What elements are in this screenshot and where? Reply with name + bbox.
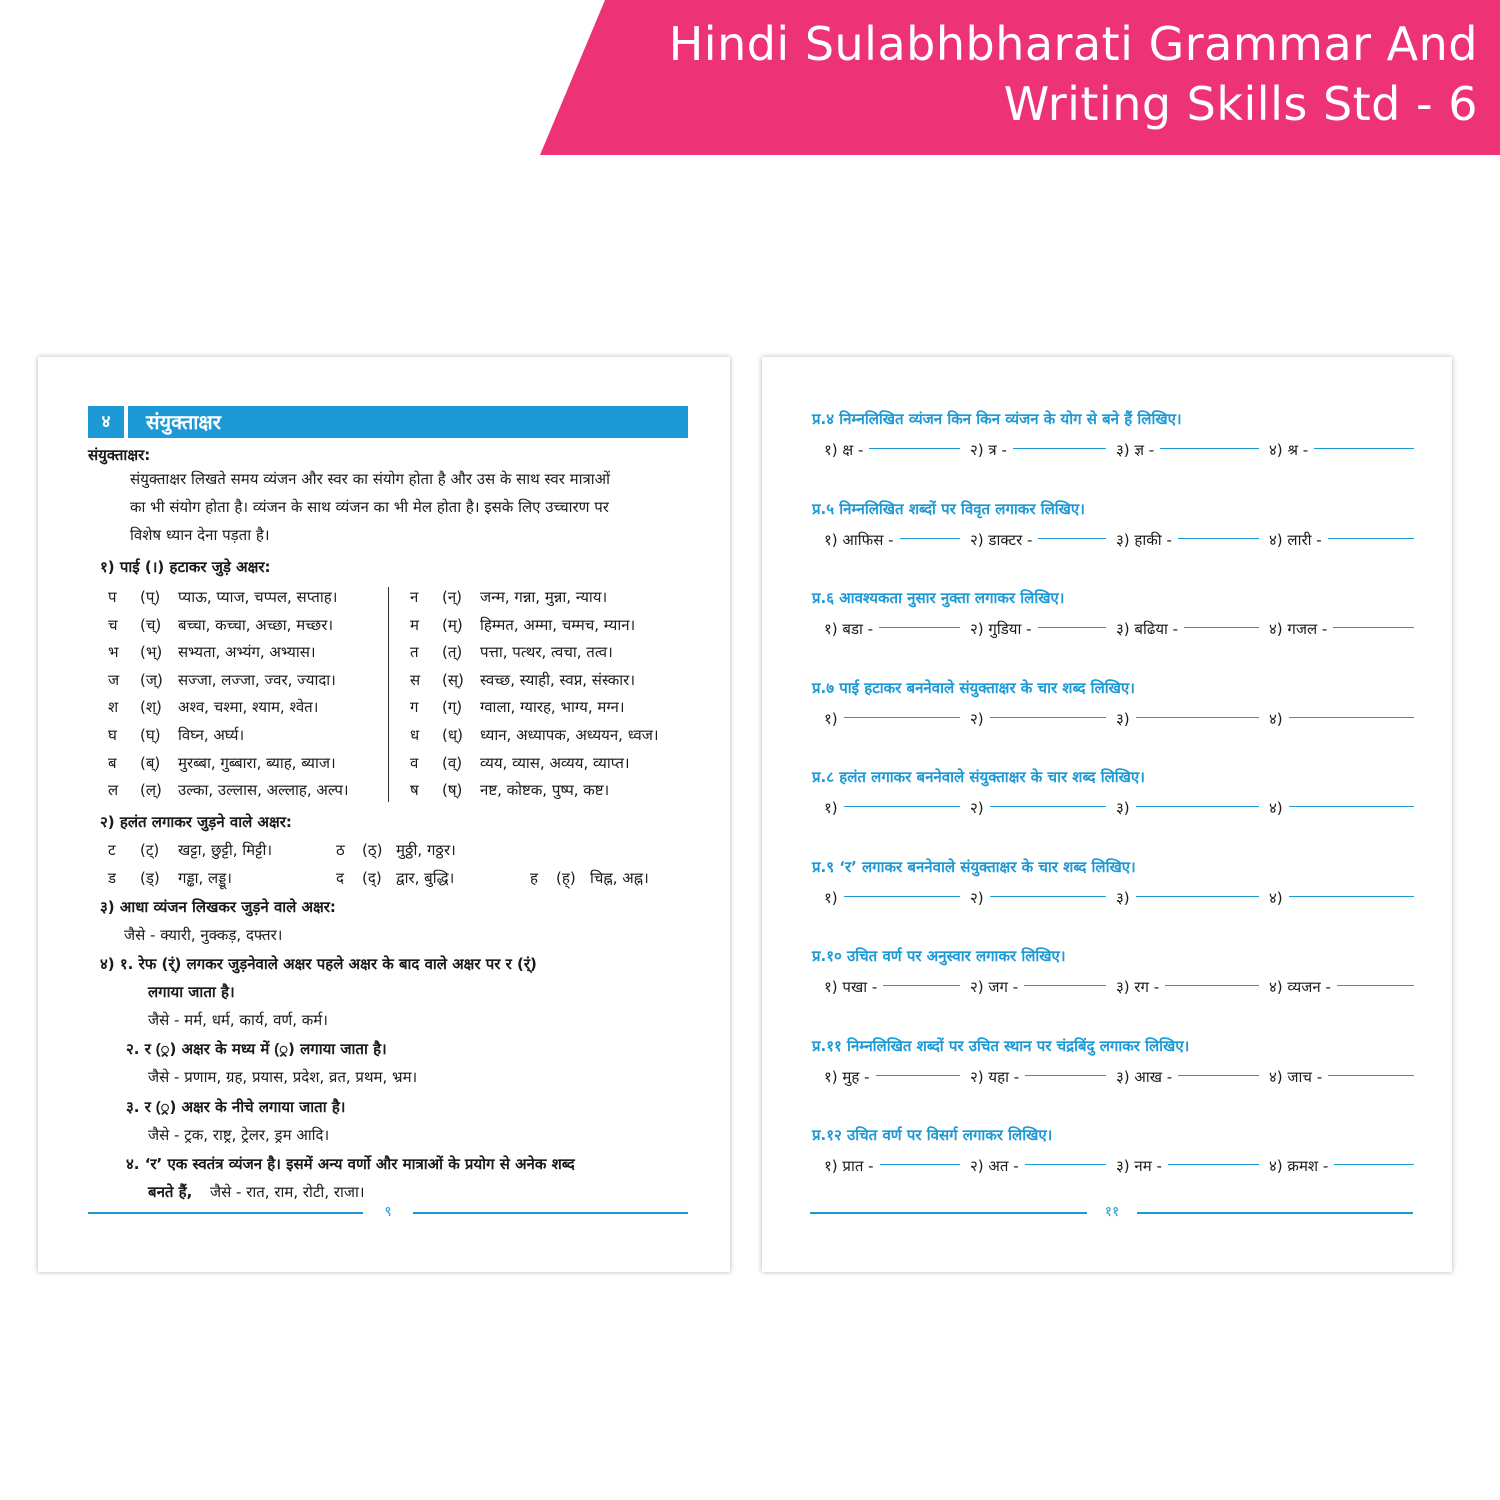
example-words: ग्वाला, ग्यारह, भाग्य, मग्न। bbox=[480, 698, 625, 717]
answer-item-label: १) आफिस - bbox=[824, 530, 894, 549]
consonant-letter: ठ bbox=[336, 841, 345, 859]
half-consonant: (द्) bbox=[362, 869, 382, 887]
question-label: प्र.६ आवश्यकता नुसार नुक्ता लगाकर लिखिए। bbox=[812, 589, 1065, 607]
example-words: ध्यान, अध्यापक, अध्ययन, ध्वज। bbox=[480, 726, 659, 744]
half-consonant: (ज्) bbox=[140, 670, 163, 689]
consonant-letter: घ bbox=[108, 726, 117, 744]
answer-item-label: २) जग - bbox=[970, 978, 1019, 996]
answer-blank-line bbox=[1178, 538, 1259, 539]
consonant-letter: त bbox=[410, 643, 419, 662]
consonant-letter: व bbox=[410, 753, 419, 772]
consonant-letter: ध bbox=[410, 726, 420, 744]
answer-item-label: ३) बढिया - bbox=[1116, 620, 1179, 638]
answer-blank-line bbox=[869, 448, 960, 449]
section4-example2: जैसे - प्रणाम, ग्रह, प्रयास, प्रदेश, व्रत, प्रथम, भ्रम। bbox=[148, 1068, 418, 1086]
answer-blank-line bbox=[1136, 896, 1259, 897]
answer-item-label: ४) bbox=[1269, 799, 1283, 817]
answer-blank-line bbox=[1168, 1164, 1259, 1165]
half-consonant: (ग्) bbox=[442, 698, 463, 717]
example-words: जन्म, गन्ना, मुन्ना, न्याय। bbox=[480, 588, 608, 606]
answer-blank-line bbox=[1160, 448, 1259, 449]
question-label: प्र.९ ‘र’ लगाकर बननेवाले संयुक्ताक्षर के चार शब्द लिखिए। bbox=[812, 857, 1136, 876]
answer-row bbox=[824, 709, 1414, 731]
example-words: खट्टा, छुट्टी, मिट्टी। bbox=[178, 841, 273, 859]
example-words: विघ्न, अर्घ्य। bbox=[178, 726, 245, 744]
consonant-letter: स bbox=[410, 670, 421, 689]
answer-blank-line bbox=[990, 717, 1106, 718]
section4-point4-line2: बनते हैं, bbox=[148, 1183, 193, 1201]
consonant-letter: ष bbox=[410, 781, 419, 800]
half-consonant: (म्) bbox=[442, 615, 463, 634]
answer-item-label: २) bbox=[970, 888, 984, 907]
answer-blank-line bbox=[876, 1075, 960, 1076]
chapter-title: संयुक्ताक्षर bbox=[146, 410, 221, 434]
half-consonant: (व्) bbox=[442, 753, 463, 772]
answer-item-label: १) क्ष - bbox=[824, 441, 864, 459]
example-words: सज्जा, लज्जा, ज्वर, ज्यादा। bbox=[178, 670, 336, 689]
half-consonant: (ब्) bbox=[140, 753, 161, 772]
half-consonant: (ह्) bbox=[556, 869, 576, 887]
section4-point2: २. र (्र) अक्षर के मध्य में (्र) लगाया जाता है। bbox=[126, 1040, 387, 1058]
answer-blank-line bbox=[1038, 627, 1106, 628]
answer-item-label: ४) bbox=[1269, 888, 1283, 907]
answer-item-label: १) bbox=[824, 799, 838, 817]
answer-item-label: २) डाक्टर - bbox=[970, 530, 1033, 549]
section4-line1: ४) १. रेफ (र्ं) लगकर जुड़नेवाले अक्षर पहले अक्षर के बाद वाले अक्षर पर र (र्ं) bbox=[100, 955, 537, 973]
banner-title-line2: Writing Skills Std - 6 bbox=[1003, 77, 1478, 131]
answer-item-label: ३) रग - bbox=[1116, 978, 1160, 996]
question-label: प्र.१२ उचित वर्ण पर विसर्ग लगाकर लिखिए। bbox=[812, 1126, 1053, 1144]
answer-blank-line bbox=[1025, 1164, 1106, 1165]
answer-blank-line bbox=[883, 985, 960, 986]
answer-blank-line bbox=[1165, 985, 1259, 986]
answer-row bbox=[824, 888, 1414, 910]
half-consonant: (ट्) bbox=[140, 841, 160, 859]
answer-item-label: २) bbox=[970, 709, 984, 728]
half-consonant: (घ्) bbox=[140, 726, 161, 744]
half-consonant: (ष्) bbox=[442, 781, 463, 800]
answer-item-label: ३) ज्ञ - bbox=[1116, 441, 1155, 459]
section4-example1: जैसे - मर्म, धर्म, कार्य, वर्ण, कर्म। bbox=[148, 1011, 328, 1029]
banner-title-line1: Hindi Sulabhbharati Grammar And bbox=[668, 17, 1478, 71]
answer-blank-line bbox=[1328, 538, 1414, 539]
answer-item-label: ३) bbox=[1116, 709, 1130, 728]
half-consonant: (ड्) bbox=[140, 869, 160, 887]
consonant-letter: ग bbox=[410, 698, 419, 717]
banner-title bbox=[578, 14, 1478, 134]
left-page bbox=[38, 357, 730, 1272]
section4-point3: ३. र (्र) अक्षर के नीचे लगाया जाता है। bbox=[126, 1098, 346, 1116]
answer-row bbox=[824, 798, 1414, 820]
answer-item-label: १) प्रात - bbox=[824, 1157, 874, 1175]
answer-blank-line bbox=[1333, 627, 1414, 628]
answer-item-label: ३) आख - bbox=[1116, 1067, 1173, 1086]
answer-row bbox=[824, 977, 1414, 999]
answer-item-label: १) पखा - bbox=[824, 978, 878, 996]
question-label: प्र.५ निम्नलिखित शब्दों पर विवृत लगाकर लिखिए। bbox=[812, 499, 1085, 518]
answer-blank-line bbox=[1289, 717, 1414, 718]
answer-blank-line bbox=[1289, 806, 1414, 807]
answer-item-label: २) अत - bbox=[970, 1157, 1019, 1175]
answer-row bbox=[824, 530, 1414, 552]
answer-item-label: ३) bbox=[1116, 888, 1130, 907]
section4-example3: जैसे - ट्रक, राष्ट्र, ट्रेलर, ड्रम आदि। bbox=[148, 1126, 330, 1144]
half-consonant: (च्) bbox=[140, 615, 162, 634]
consonant-letter: ब bbox=[108, 753, 117, 772]
answer-blank-line bbox=[1013, 448, 1106, 449]
example-words: व्यय, व्यास, अव्यय, व्याप्त। bbox=[480, 753, 630, 772]
definition-heading: संयुक्ताक्षर: bbox=[88, 446, 151, 464]
answer-row bbox=[824, 440, 1414, 462]
example-words: अश्व, चश्मा, श्याम, श्वेत। bbox=[178, 698, 319, 717]
consonant-letter: ल bbox=[108, 781, 119, 800]
answer-blank-line bbox=[1337, 985, 1414, 986]
answer-row bbox=[824, 1156, 1414, 1178]
answer-blank-line bbox=[880, 1164, 960, 1165]
consonant-letter: ट bbox=[108, 841, 116, 859]
section4-point4-line1: ४. ‘र’ एक स्वतंत्र व्यंजन है। इसमें अन्य वर्णो और मात्राओं के प्रयोग से अनेक शब्द bbox=[126, 1155, 575, 1173]
consonant-letter: श bbox=[108, 698, 119, 717]
half-consonant: (ठ्) bbox=[362, 841, 383, 859]
example-words: हिम्मत, अम्मा, चम्मच, म्यान। bbox=[480, 615, 636, 634]
page-number: ९ bbox=[363, 1202, 413, 1221]
answer-item-label: ४) श्र - bbox=[1269, 441, 1309, 459]
question-label: प्र.८ हलंत लगाकर बननेवाले संयुक्ताक्षर के चार शब्द लिखिए। bbox=[812, 768, 1145, 786]
answer-item-label: ४) bbox=[1269, 709, 1283, 728]
half-consonant: (स्) bbox=[442, 670, 464, 689]
chapter-separator bbox=[124, 406, 128, 438]
answer-item-label: ४) क्रमश - bbox=[1269, 1157, 1329, 1175]
answer-item-label: ४) व्यजन - bbox=[1269, 978, 1331, 996]
chapter-header bbox=[88, 406, 688, 438]
half-consonant: (भ्) bbox=[140, 643, 163, 662]
answer-item-label: ३) हाकी - bbox=[1116, 530, 1172, 549]
half-consonant: (ध्) bbox=[442, 726, 463, 744]
consonant-letter: म bbox=[410, 615, 419, 634]
example-words: बच्चा, कच्चा, अच्छा, मच्छर। bbox=[178, 615, 334, 634]
answer-blank-line bbox=[844, 717, 960, 718]
section3-heading: ३) आधा व्यंजन लिखकर जुड़ने वाले अक्षर: bbox=[100, 898, 336, 916]
answer-blank-line bbox=[990, 896, 1106, 897]
section4-line2: लगाया जाता है। bbox=[148, 983, 235, 1001]
answer-blank-line bbox=[990, 806, 1106, 807]
right-page bbox=[762, 357, 1452, 1272]
answer-blank-line bbox=[844, 896, 960, 897]
intro-line-2: का भी संयोग होता है। व्यंजन के साथ व्यंजन का भी मेल होता है। इसके लिए उच्चारण पर bbox=[130, 498, 609, 516]
title-banner bbox=[0, 0, 1500, 155]
example-words: मुठ्ठी, गठ्ठर। bbox=[396, 841, 456, 859]
answer-blank-line bbox=[1136, 717, 1259, 718]
intro-line-3: विशेष ध्यान देना पड़ता है। bbox=[130, 526, 270, 544]
section4-point4-example: जैसे - रात, राम, रोटी, राजा। bbox=[210, 1183, 365, 1201]
example-words: चिह्न, अह्न। bbox=[590, 869, 649, 887]
half-consonant: (श्) bbox=[140, 698, 162, 717]
section1-divider bbox=[388, 587, 389, 802]
consonant-letter: भ bbox=[108, 643, 119, 662]
answer-item-label: १) bbox=[824, 888, 838, 907]
consonant-letter: च bbox=[108, 615, 118, 634]
consonant-letter: प bbox=[108, 588, 117, 606]
question-label: प्र.७ पाई हटाकर बननेवाले संयुक्ताक्षर के चार शब्द लिखिए। bbox=[812, 678, 1135, 697]
section2-heading: २) हलंत लगाकर जुड़ने वाले अक्षर: bbox=[100, 813, 292, 831]
answer-item-label: ४) लारी - bbox=[1269, 530, 1322, 549]
answer-blank-line bbox=[1025, 1075, 1106, 1076]
answer-blank-line bbox=[879, 627, 960, 628]
consonant-letter: न bbox=[410, 588, 419, 606]
answer-blank-line bbox=[1184, 627, 1259, 628]
example-words: गड्ढा, लड्डू। bbox=[178, 869, 232, 887]
answer-item-label: १) bbox=[824, 709, 838, 728]
half-consonant: (प्) bbox=[140, 588, 161, 606]
answer-item-label: ४) जाच - bbox=[1269, 1067, 1323, 1086]
answer-item-label: १) मुह - bbox=[824, 1067, 870, 1086]
example-words: नष्ट, कोष्टक, पुष्प, कष्ट। bbox=[480, 781, 610, 800]
answer-item-label: २) गुडिया - bbox=[970, 620, 1032, 638]
consonant-letter: द bbox=[336, 869, 344, 887]
answer-blank-line bbox=[1328, 1075, 1414, 1076]
page-number: ११ bbox=[1087, 1202, 1137, 1221]
answer-blank-line bbox=[1178, 1075, 1259, 1076]
answer-item-label: ३) नम - bbox=[1116, 1157, 1162, 1175]
example-words: उल्का, उल्लास, अल्लाह, अल्प। bbox=[178, 781, 349, 800]
example-words: पत्ता, पत्थर, त्वचा, तत्व। bbox=[480, 643, 613, 662]
consonant-letter: ड bbox=[108, 869, 117, 887]
answer-item-label: १) बडा - bbox=[824, 620, 874, 638]
question-label: प्र.४ निम्नलिखित व्यंजन किन किन व्यंजन के योग से बने हैं लिखिए। bbox=[812, 410, 1182, 428]
answer-item-label: ४) गजल - bbox=[1269, 620, 1328, 638]
answer-row bbox=[824, 619, 1414, 641]
example-words: द्वार, बुद्धि। bbox=[396, 869, 455, 887]
answer-blank-line bbox=[900, 538, 960, 539]
example-words: सभ्यता, अभ्यंग, अभ्यास। bbox=[178, 643, 316, 662]
half-consonant: (त्) bbox=[442, 643, 463, 662]
answer-blank-line bbox=[1289, 896, 1414, 897]
section3-example: जैसे - क्यारी, नुक्कड़, दफ्तर। bbox=[124, 926, 283, 944]
question-label: प्र.११ निम्नलिखित शब्दों पर उचित स्थान पर चंद्रबिंदु लगाकर लिखिए। bbox=[812, 1036, 1190, 1055]
section1-heading: १) पाई (।) हटाकर जुड़े अक्षर: bbox=[100, 558, 271, 576]
consonant-letter: ह bbox=[530, 869, 538, 887]
question-label: प्र.१० उचित वर्ण पर अनुस्वार लगाकर लिखिए। bbox=[812, 947, 1066, 965]
answer-blank-line bbox=[1334, 1164, 1414, 1165]
answer-row bbox=[824, 1067, 1414, 1089]
chapter-number: ४ bbox=[101, 412, 111, 432]
example-words: प्याऊ, प्याज, चप्पल, सप्ताह। bbox=[178, 588, 338, 606]
answer-item-label: २) यहा - bbox=[970, 1067, 1020, 1086]
answer-item-label: ३) bbox=[1116, 799, 1130, 817]
consonant-letter: ज bbox=[108, 670, 120, 689]
answer-blank-line bbox=[1038, 538, 1106, 539]
example-words: मुरब्बा, गुब्बारा, ब्याह, ब्याज। bbox=[178, 753, 336, 772]
half-consonant: (न्) bbox=[442, 588, 463, 606]
answer-item-label: २) bbox=[970, 799, 984, 817]
answer-blank-line bbox=[844, 806, 960, 807]
example-words: स्वच्छ, स्याही, स्वप्न, संस्कार। bbox=[480, 670, 635, 689]
answer-blank-line bbox=[1314, 448, 1414, 449]
answer-blank-line bbox=[1136, 806, 1259, 807]
answer-item-label: २) त्र - bbox=[970, 441, 1007, 459]
answer-blank-line bbox=[1024, 985, 1106, 986]
intro-line-1: संयुक्ताक्षर लिखते समय व्यंजन और स्वर का संयोग होता है और उस के साथ स्वर मात्राओं bbox=[130, 470, 610, 488]
half-consonant: (ल्) bbox=[140, 781, 162, 800]
